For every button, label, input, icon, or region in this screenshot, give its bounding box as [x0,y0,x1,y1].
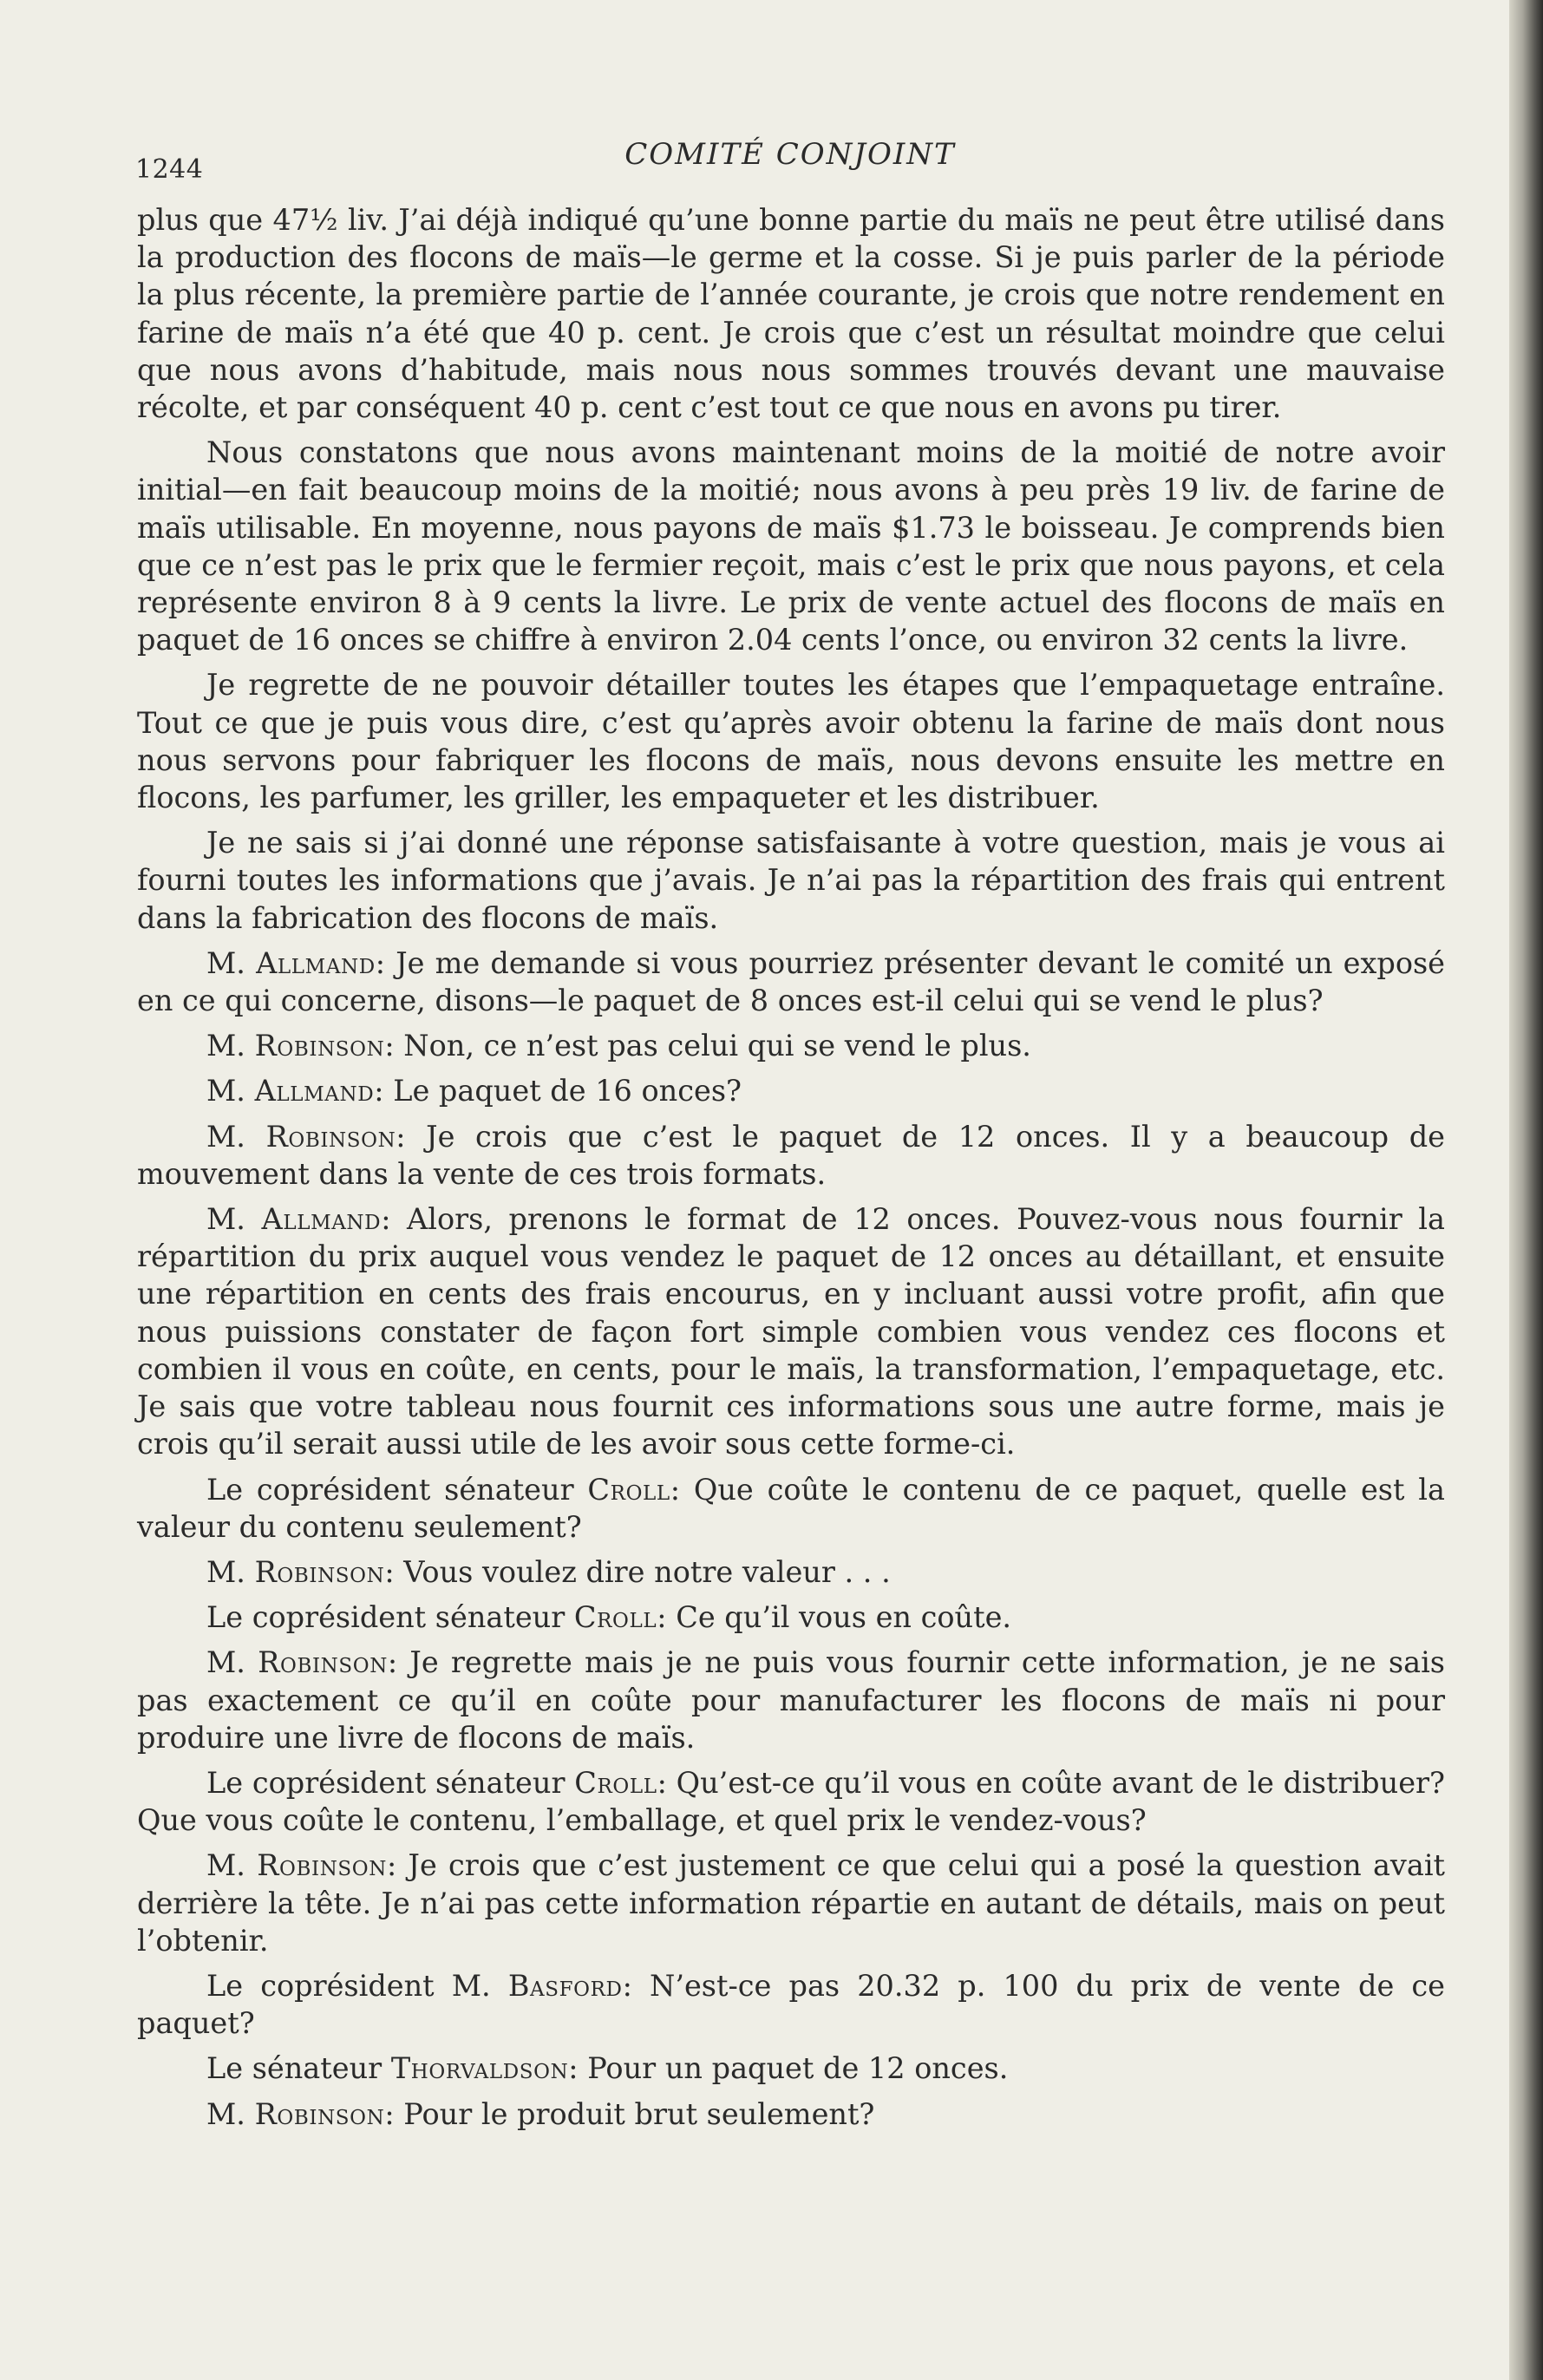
speech-text: : Je me demande si vous pourriez présenter devant le comité un exposé en ce qui concerne, disons—le paquet de 8 onces est-il celui qui se vend le plus? [137,945,1446,1018]
dialogue-paragraph [137,1200,1445,1462]
dialogue-paragraph [137,1967,1445,2042]
speech-text: : Que coûte le contenu de ce paquet, quelle est la valeur du contenu seulement? [137,1472,1445,1544]
speaker-name: Allmand [261,1202,382,1237]
speaker-name: Robinson [265,1119,396,1154]
speaker-name: Robinson [254,1029,385,1063]
speech-text: : N’est-ce pas 20.32 p. 100 du prix de vente de ce paquet? [137,1968,1445,2041]
speech-text: : Je crois que c’est justement ce que celui qui a posé la question avait derrière la tête. Je n’ai pas cette information répartie en autant de détails, mais on peut l’obtenir. [137,1848,1445,1958]
dialogue-paragraph [137,1118,1445,1193]
speaker-name: Croll [587,1472,670,1507]
speech-text: : Pour le produit brut seulement? [384,2096,875,2131]
speaker-title: M. [206,1029,245,1063]
speaker-name: Basford [507,1968,623,2003]
speaker-name: Croll [573,1600,657,1635]
speaker-title: M. [206,2096,245,2131]
speaker-title: Le sénateur [206,2051,382,2086]
dialogue-paragraph [137,1644,1445,1756]
paragraph [137,824,1445,937]
speaker-title: M. [206,945,245,980]
paragraph-text: Nous constatons que nous avons maintenant moins de la moitié de notre avoir initial—en fait beaucoup moins de la moitié; nous avons à peu près 19 liv. de farine de maïs utilisable. En moyenne, nous payons de maïs $1.73 le boisseau. Je comprends bien que ce n’est pas le prix que le fermier reçoit, mais c’est le prix que nous payons, et cela représente environ 8 à 9 cents la livre. Le prix de vente actuel des flocons de maïs en paquet de 16 onces se chiffre à environ 2.04 cents l’once, ou environ 32 cents la livre. [137,435,1445,657]
paragraph [137,434,1445,658]
speaker-title: Le coprésident sénateur [206,1765,566,1800]
dialogue-paragraph [137,1847,1445,1959]
speech-text: : Vous voulez dire notre valeur . . . [384,1554,891,1589]
speech-text: : Le paquet de 16 onces? [374,1074,742,1108]
speech-text: : Ce qu’il vous en coûte. [657,1600,1012,1635]
dialogue-paragraph [137,2096,1445,2133]
speech-text: : Pour un paquet de 12 onces. [568,2051,1009,2086]
dialogue-paragraph [137,945,1445,1019]
speech-text: : Je regrette mais je ne puis vous fournir cette information, je ne sais pas exactement ce qu’il en coûte pour manufacturer les flocons de maïs ni pour produire une livre de flocons de maïs. [137,1645,1445,1755]
speaker-title: M. [206,1202,245,1237]
dialogue-paragraph [137,1553,1445,1591]
speaker-title: M. [206,1074,245,1108]
dialogue-paragraph [137,1471,1445,1546]
paragraph-text: Je regrette de ne pouvoir détailler toutes les étapes que l’empaquetage entraîne. Tout ce que je puis vous dire, c’est qu’après avoir obtenu la farine de maïs dont nous nous servons pour fabriquer les flocons de maïs, nous devons ensuite les mettre en flocons, les parfumer, les griller, les empaqueter et les distribuer. [137,668,1445,815]
speech-text: : Non, ce n’est pas celui qui se vend le plus. [384,1029,1031,1063]
speech-text: : Qu’est-ce qu’il vous en coûte avant de le distribuer? Que vous coûte le contenu, l’emballage, et quel prix le vendez-vous? [137,1765,1445,1838]
page-header [135,130,1445,185]
dialogue-paragraph [137,1072,1445,1109]
paragraph-text: Je ne sais si j’ai donné une réponse satisfaisante à votre question, mais je vous ai fourni toutes les informations que j’avais. Je n’ai pas la répartition des frais qui entrent dans la fabrication des flocons de maïs. [137,826,1445,935]
speech-text: : Alors, prenons le format de 12 onces. Pouvez-vous nous fournir la répartition du prix auquel vous vendez le paquet de 12 onces au détaillant, et ensuite une répartition en cents des frais encourus, en y incluant aussi votre profit, afin que nous puissions constater de façon fort simple combien vous vendez ces flocons et combien il vous en coûte, en cents, pour le maïs, la transformation, l’empaquetage, etc. Je sais que votre tableau nous fournit ces informations sous une autre forme, mais je crois qu’il serait aussi utile de les avoir sous cette forme-ci. [137,1202,1445,1461]
speaker-name: Croll [574,1765,657,1800]
speaker-title: M. [206,1645,245,1680]
speaker-title: M. [206,1554,245,1589]
speaker-name: Robinson [254,1554,385,1589]
speaker-title: Le coprésident M. [206,1968,491,2003]
dialogue-paragraph [137,1027,1445,1064]
running-title: COMITÉ CONJOINT [624,137,956,172]
speaker-title: M. [206,1119,245,1154]
paragraph [137,666,1445,816]
speaker-name: Allmand [254,1074,375,1108]
speaker-name: Thorvaldson [390,2051,569,2086]
speech-text: : Je crois que c’est le paquet de 12 onces. Il y a beaucoup de mouvement dans la vente de ces trois formats. [137,1119,1445,1191]
speaker-name: Robinson [257,1848,387,1883]
speaker-name: Robinson [254,2096,385,2131]
paragraph [137,201,1445,426]
paragraph-text: plus que 47½ liv. J’ai déjà indiqué qu’une bonne partie du maïs ne peut être utilisé dans la production des flocons de maïs—le germe et la cosse. Si je puis parler de la période la plus récente, la première partie de l’année courante, je crois que notre rendement en farine de maïs n’a été que 40 p. cent. Je crois que c’est un résultat moindre que celui que nous avons d’habitude, mais nous nous sommes trouvés devant une mauvaise récolte, et par conséquent 40 p. cent c’est tout ce que nous en avons pu tirer. [137,203,1445,425]
dialogue-paragraph [137,1599,1445,1636]
page-number: 1244 [135,154,204,185]
speaker-title: M. [206,1848,245,1883]
book-binding-edge [1509,0,1543,2380]
dialogue-paragraph [137,1764,1445,1839]
speaker-name: Allmand [256,945,376,980]
body-text [137,201,1445,2133]
dialogue-paragraph [137,2050,1445,2087]
speaker-title: Le coprésident sénateur [206,1472,574,1507]
speaker-title: Le coprésident sénateur [206,1600,566,1635]
speaker-name: Robinson [258,1645,388,1680]
